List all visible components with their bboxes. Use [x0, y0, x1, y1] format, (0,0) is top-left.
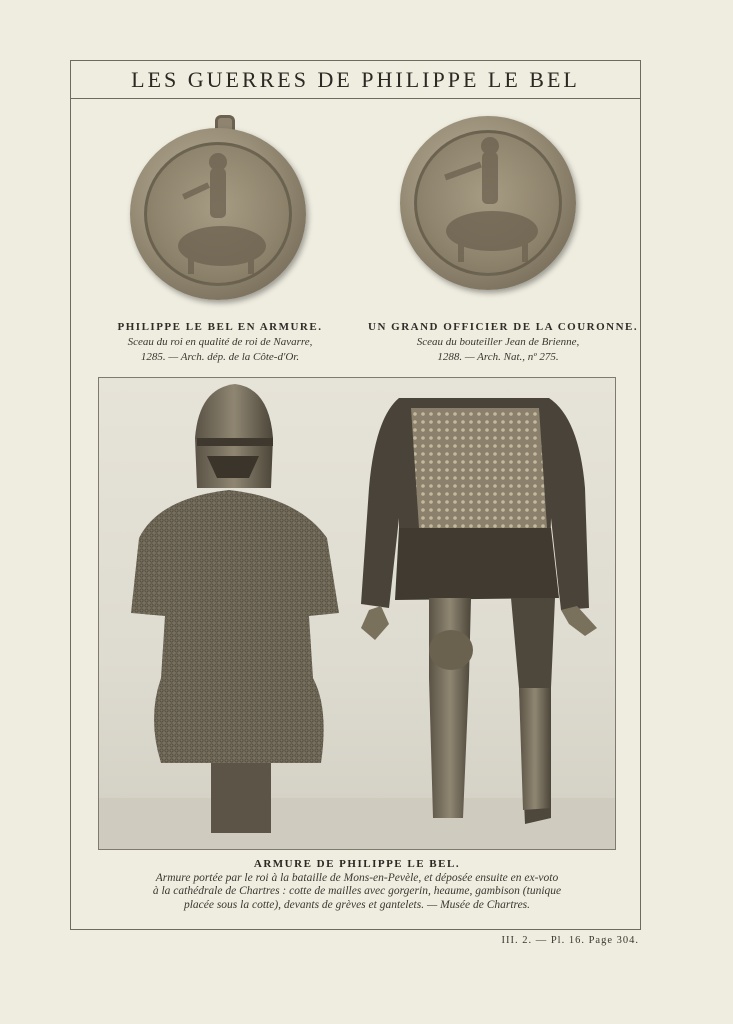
seal-left-caption-line: 1285. — Arch. dép. de la Côte-d'Or. — [140, 351, 300, 363]
knight-rider-image — [130, 128, 306, 300]
knight-rider-image — [400, 116, 576, 290]
title-bar — [71, 61, 640, 99]
armor-photograph — [98, 377, 616, 850]
armor-image — [99, 378, 616, 850]
seal-left-caption-title: PHILIPPE LE BEL EN ARMURE. — [117, 321, 323, 333]
seal-right-caption — [368, 320, 639, 365]
armor-caption — [98, 858, 616, 912]
armor-caption-line: Armure portée par le roi à la bataille de Mons-en-Pevèle, et déposée ensuite en ex-voto — [155, 871, 559, 884]
seal-right-caption-line: Sceau du bouteiller Jean de Brienne, — [416, 336, 580, 348]
seal-left-caption — [90, 320, 350, 365]
seal-right-caption-line: 1288. — Arch. Nat., nº 275. — [437, 351, 559, 363]
plate-reference: III. 2. — Pl. 16. Page 304. — [501, 935, 639, 946]
page-title: LES GUERRES DE PHILIPPE LE BEL — [131, 66, 580, 92]
seal-philippe-le-bel — [130, 128, 306, 300]
seal-jean-de-brienne — [400, 116, 576, 290]
armor-caption-title: ARMURE DE PHILIPPE LE BEL. — [253, 858, 461, 870]
armor-caption-line: placée sous la cotte), devants de grèves et gantelets. — Musée de Chartres. — [183, 898, 531, 911]
seal-left-caption-line: Sceau du roi en qualité de roi de Navarre, — [127, 336, 313, 348]
seal-right-caption-title: UN GRAND OFFICIER DE LA COURONNE. — [368, 321, 639, 333]
armor-caption-line: à la cathédrale de Chartres : cotte de mailles avec gorgerin, heaume, gambison (tunique — [152, 885, 562, 897]
